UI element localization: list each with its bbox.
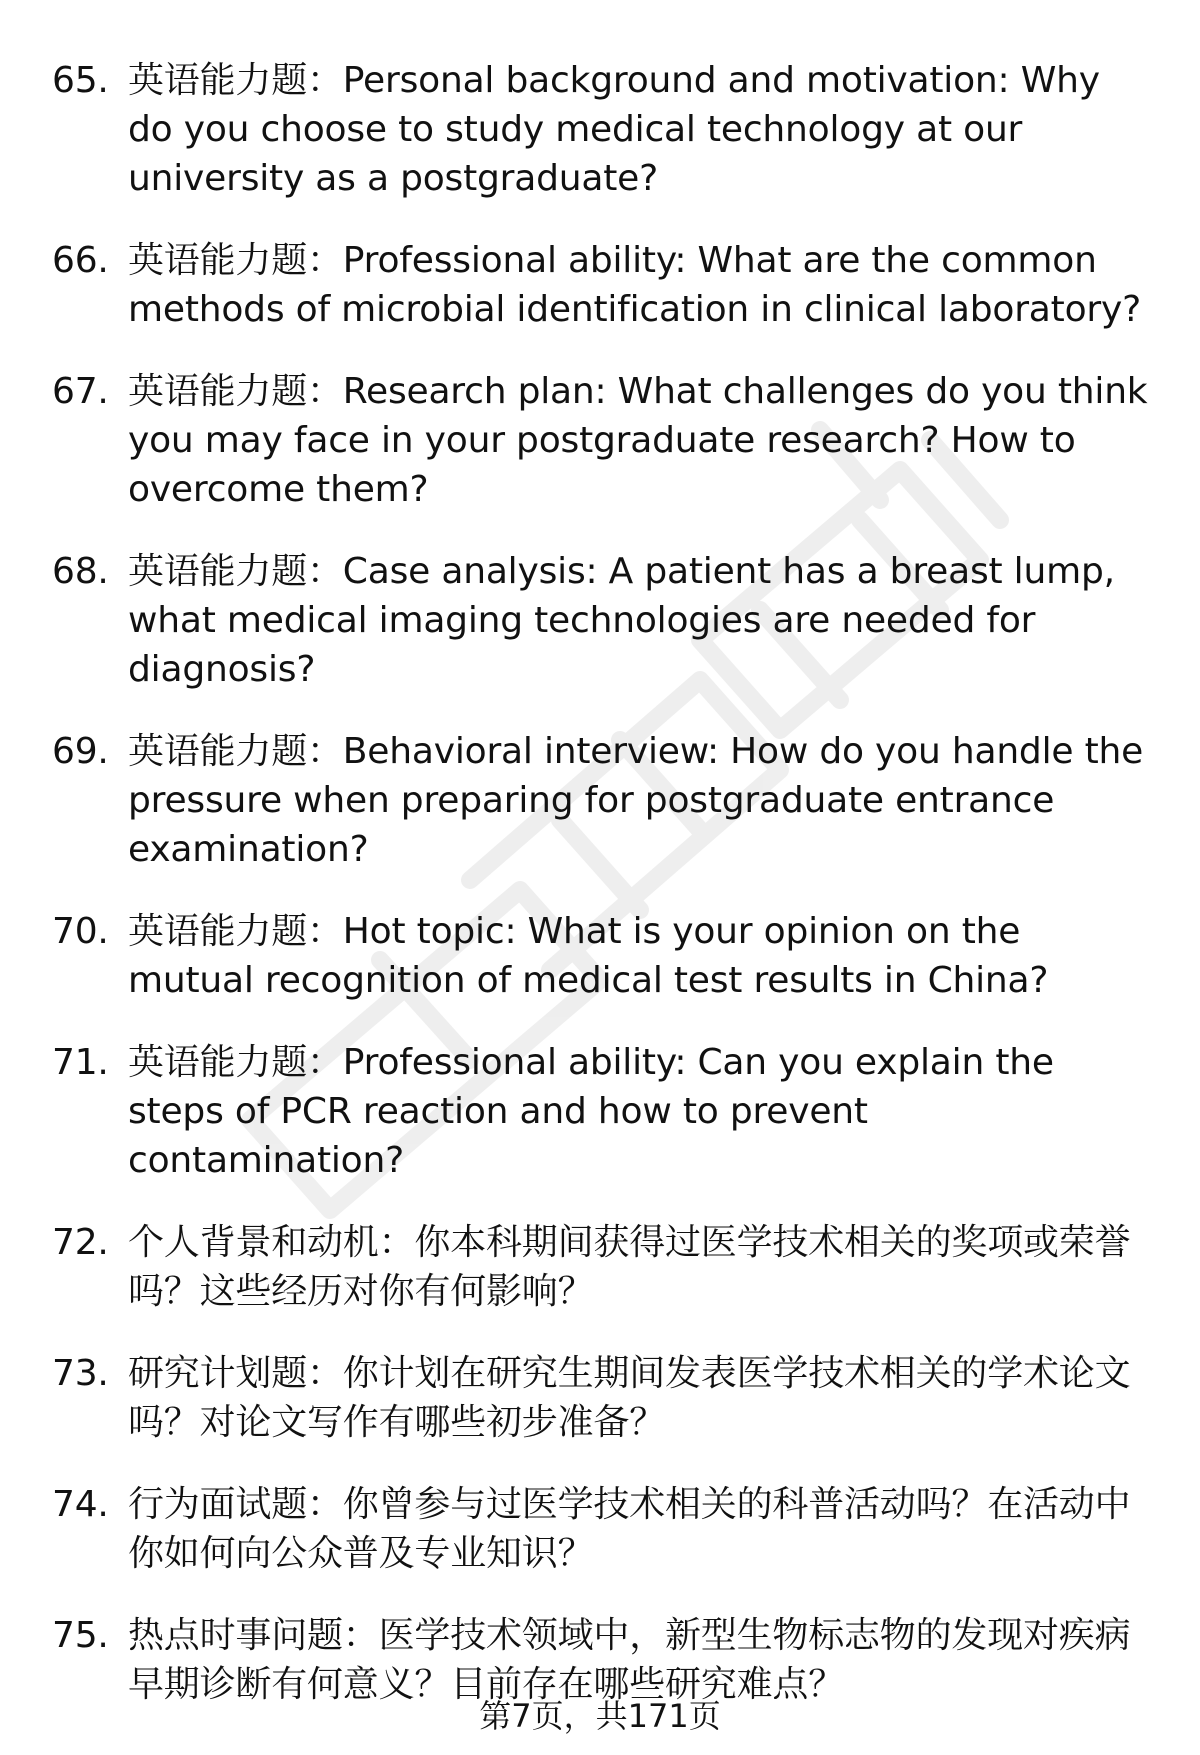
question-text: 英语能力题：Case analysis: A patient has a breast lump, what medical imaging technologies are needed for diagnosis?: [128, 551, 1115, 690]
question-item: [52, 727, 1152, 874]
question-number: 71.: [52, 1042, 109, 1083]
page-footer: [0, 1696, 1200, 1736]
question-item: [52, 1611, 1152, 1709]
question-number: 66.: [52, 240, 109, 281]
question-number: 67.: [52, 371, 109, 412]
question-item: [52, 367, 1152, 514]
question-text: 个人背景和动机：你本科期间获得过医学技术相关的奖项或荣誉吗？这些经历对你有何影响？: [128, 1222, 1131, 1312]
question-number: 68.: [52, 551, 109, 592]
question-item: [52, 56, 1152, 203]
question-text: 英语能力题：Professional ability: What are the common methods of microbial identification in clinical laboratory?: [128, 240, 1142, 330]
question-text: 行为面试题：你曾参与过医学技术相关的科普活动吗？在活动中你如何向公众普及专业知识？: [128, 1484, 1131, 1574]
question-item: [52, 236, 1152, 334]
question-item: [52, 1218, 1152, 1316]
question-text: 英语能力题：Behavioral interview: How do you handle the pressure when preparing for postgraduate entrance examination?: [128, 731, 1144, 870]
question-item: [52, 907, 1152, 1005]
question-number: 65.: [52, 60, 109, 101]
question-text: 英语能力题：Research plan: What challenges do you think you may face in your postgraduate research? How to overcome them?: [128, 371, 1148, 510]
question-text: 英语能力题：Professional ability: Can you explain the steps of PCR reaction and how to prevent contamination?: [128, 1042, 1054, 1181]
question-number: 74.: [52, 1484, 109, 1525]
question-text: 英语能力题：Hot topic: What is your opinion on the mutual recognition of medical test results in China?: [128, 911, 1049, 1001]
question-list: [52, 56, 1152, 1742]
question-number: 69.: [52, 731, 109, 772]
question-item: [52, 1349, 1152, 1447]
question-number: 70.: [52, 911, 109, 952]
question-item: [52, 547, 1152, 694]
question-text: 热点时事问题：医学技术领域中，新型生物标志物的发现对疾病早期诊断有何意义？目前存在哪些研究难点？: [128, 1615, 1131, 1705]
question-item: [52, 1038, 1152, 1185]
question-number: 72.: [52, 1222, 109, 1263]
question-number: 73.: [52, 1353, 109, 1394]
question-item: [52, 1480, 1152, 1578]
question-text: 研究计划题：你计划在研究生期间发表医学技术相关的学术论文吗？对论文写作有哪些初步准备？: [128, 1353, 1131, 1443]
page-number-label: 第7页，共171页: [479, 1697, 721, 1735]
question-number: 75.: [52, 1615, 109, 1656]
question-text: 英语能力题：Personal background and motivation: Why do you choose to study medical technology at our university as a postgraduate?: [128, 60, 1100, 199]
